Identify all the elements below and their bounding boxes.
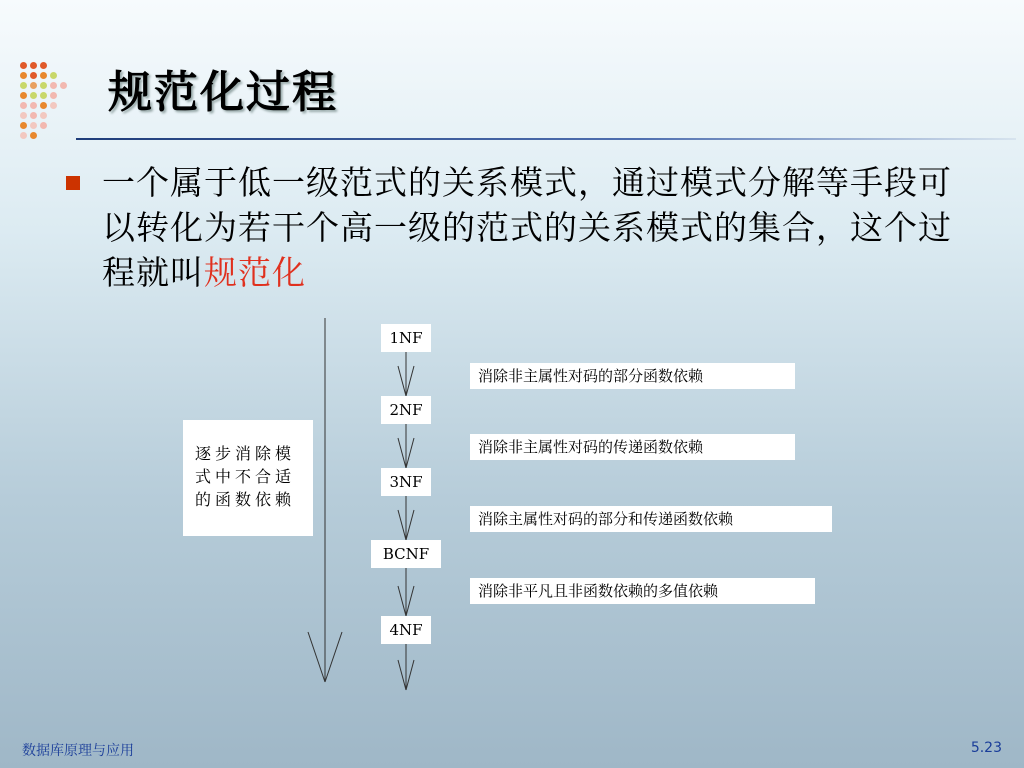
footer-page-number: 5.23 [970,740,1002,756]
slide-title: 规范化过程 [108,67,338,118]
step-note-3: 消除主属性对码的部分和传递函数依赖 [470,506,832,532]
nf-box-bcnf: BCNF [371,540,441,568]
nf-box-2nf: 2NF [381,396,431,424]
nf-box-3nf: 3NF [381,468,431,496]
side-note-line-1: 逐步消除模 [195,444,296,463]
step-note-4: 消除非平凡且非函数依赖的多值依赖 [470,578,815,604]
nf-box-4nf: 4NF [381,616,431,644]
side-note-box [183,420,313,536]
side-note-line-3: 的函数依赖 [195,490,296,509]
footer-course-title: 数据库原理与应用 [22,743,134,759]
side-note-line-2: 式中不合适 [195,467,296,486]
bullet-text-highlight: 规范化 [204,253,306,292]
long-arrow-head-left [308,632,325,682]
step-note-2: 消除非主属性对码的传递函数依赖 [470,434,795,460]
step-note-1: 消除非主属性对码的部分函数依赖 [470,363,795,389]
nf-box-1nf: 1NF [381,324,431,352]
long-arrow-head-right [325,632,342,682]
bullet-text-main: 一个属于低一级范式的关系模式，通过模式分解等手段可以转化为若干个高一级的范式的关系模式的集合，这个过程就叫 [102,163,952,292]
